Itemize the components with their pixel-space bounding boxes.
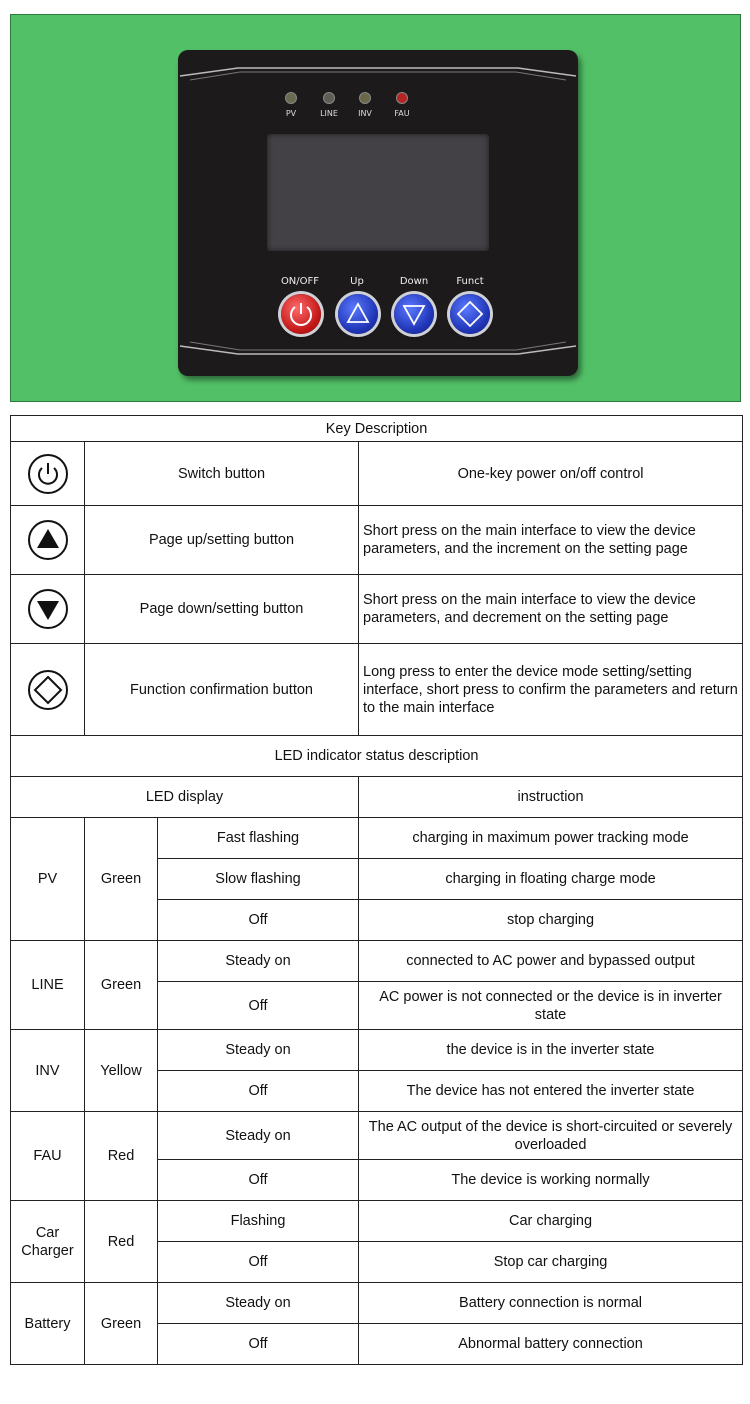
up-button[interactable] [338,294,378,334]
instruction-header: instruction [359,777,743,818]
led-color: Red [85,1112,158,1201]
led-name: Car Charger [11,1201,85,1283]
product-photo [10,14,741,402]
led-display-header: LED display [11,777,359,818]
key-description: Short press on the main interface to view the device parameters, and the increment on the setting page [359,506,743,575]
led-instruction: Car charging [359,1201,743,1242]
table-row [11,644,743,736]
led-name: INV [11,1030,85,1112]
led-label-fau: FAU [394,109,410,118]
key-name: Switch button [85,442,359,506]
led-color: Red [85,1201,158,1283]
table-row [11,818,743,859]
funct-button[interactable] [450,294,490,334]
led-state: Off [158,1242,359,1283]
led-section-title: LED indicator status description [11,736,743,777]
led-name: FAU [11,1112,85,1201]
led-inv [359,92,371,104]
led-instruction: stop charging [359,900,743,941]
table-row [11,1030,743,1071]
led-state: Steady on [158,1030,359,1071]
led-instruction: Abnormal battery connection [359,1324,743,1365]
led-line [323,92,335,104]
led-state: Fast flashing [158,818,359,859]
led-label-line: LINE [320,109,338,118]
down-label: Down [399,276,429,287]
key-description-title: Key Description [11,416,743,442]
key-icon-cell [11,644,85,736]
key-name: Function confirmation button [85,644,359,736]
table-row [11,506,743,575]
table-row [11,1112,743,1160]
led-instruction: The AC output of the device is short-circuited or severely overloaded [359,1112,743,1160]
led-state: Off [158,1160,359,1201]
key-description: Long press to enter the device mode setting/setting interface, short press to confirm the parameters and return to the main interface [359,644,743,736]
led-label-inv: INV [358,109,372,118]
led-color: Green [85,1283,158,1365]
up-label: Up [350,276,364,287]
led-instruction: Stop car charging [359,1242,743,1283]
led-color: Green [85,941,158,1030]
table-row [11,442,743,506]
control-panel [178,50,578,376]
led-instruction: charging in floating charge mode [359,859,743,900]
led-label-pv: PV [285,109,297,118]
table-row [11,777,743,818]
power-icon [281,294,321,334]
down-button[interactable] [394,294,434,334]
led-instruction: the device is in the inverter state [359,1030,743,1071]
triangle-up-icon [338,294,378,334]
led-state: Off [158,900,359,941]
led-instruction: The device has not entered the inverter state [359,1071,743,1112]
led-instruction: charging in maximum power tracking mode [359,818,743,859]
led-state: Steady on [158,1283,359,1324]
led-instruction: AC power is not connected or the device is in inverter state [359,982,743,1030]
on-off-label: ON/OFF [280,276,320,287]
power-icon [27,453,69,495]
led-instruction: The device is working normally [359,1160,743,1201]
led-name: PV [11,818,85,941]
led-color: Yellow [85,1030,158,1112]
led-name: Battery [11,1283,85,1365]
funct-label: Funct [456,276,484,287]
panel-bevel-top [178,54,578,84]
spec-table [10,415,743,1365]
key-name: Page up/setting button [85,506,359,575]
panel-bevel-bottom [178,338,578,368]
led-state: Flashing [158,1201,359,1242]
led-state: Off [158,1324,359,1365]
led-state: Off [158,982,359,1030]
led-pv [285,92,297,104]
led-name: LINE [11,941,85,1030]
diamond-icon [27,669,69,711]
key-icon-cell [11,575,85,644]
led-state: Off [158,1071,359,1112]
triangle-down-icon [394,294,434,334]
led-state: Steady on [158,941,359,982]
key-description: Short press on the main interface to view the device parameters, and decrement on the setting page [359,575,743,644]
led-state: Steady on [158,1112,359,1160]
on-off-button[interactable] [281,294,321,334]
table-row [11,1283,743,1324]
led-color: Green [85,818,158,941]
lcd-screen [267,134,489,251]
table-row [11,1201,743,1242]
led-state: Slow flashing [158,859,359,900]
table-row [11,736,743,777]
key-description: One-key power on/off control [359,442,743,506]
diamond-icon [450,294,490,334]
key-icon-cell [11,442,85,506]
led-instruction: Battery connection is normal [359,1283,743,1324]
table-row [11,941,743,982]
key-name: Page down/setting button [85,575,359,644]
table-row [11,416,743,442]
led-fau [396,92,408,104]
table-row [11,575,743,644]
key-icon-cell [11,506,85,575]
triangle-up-icon [27,519,69,561]
led-instruction: connected to AC power and bypassed output [359,941,743,982]
triangle-down-icon [27,588,69,630]
